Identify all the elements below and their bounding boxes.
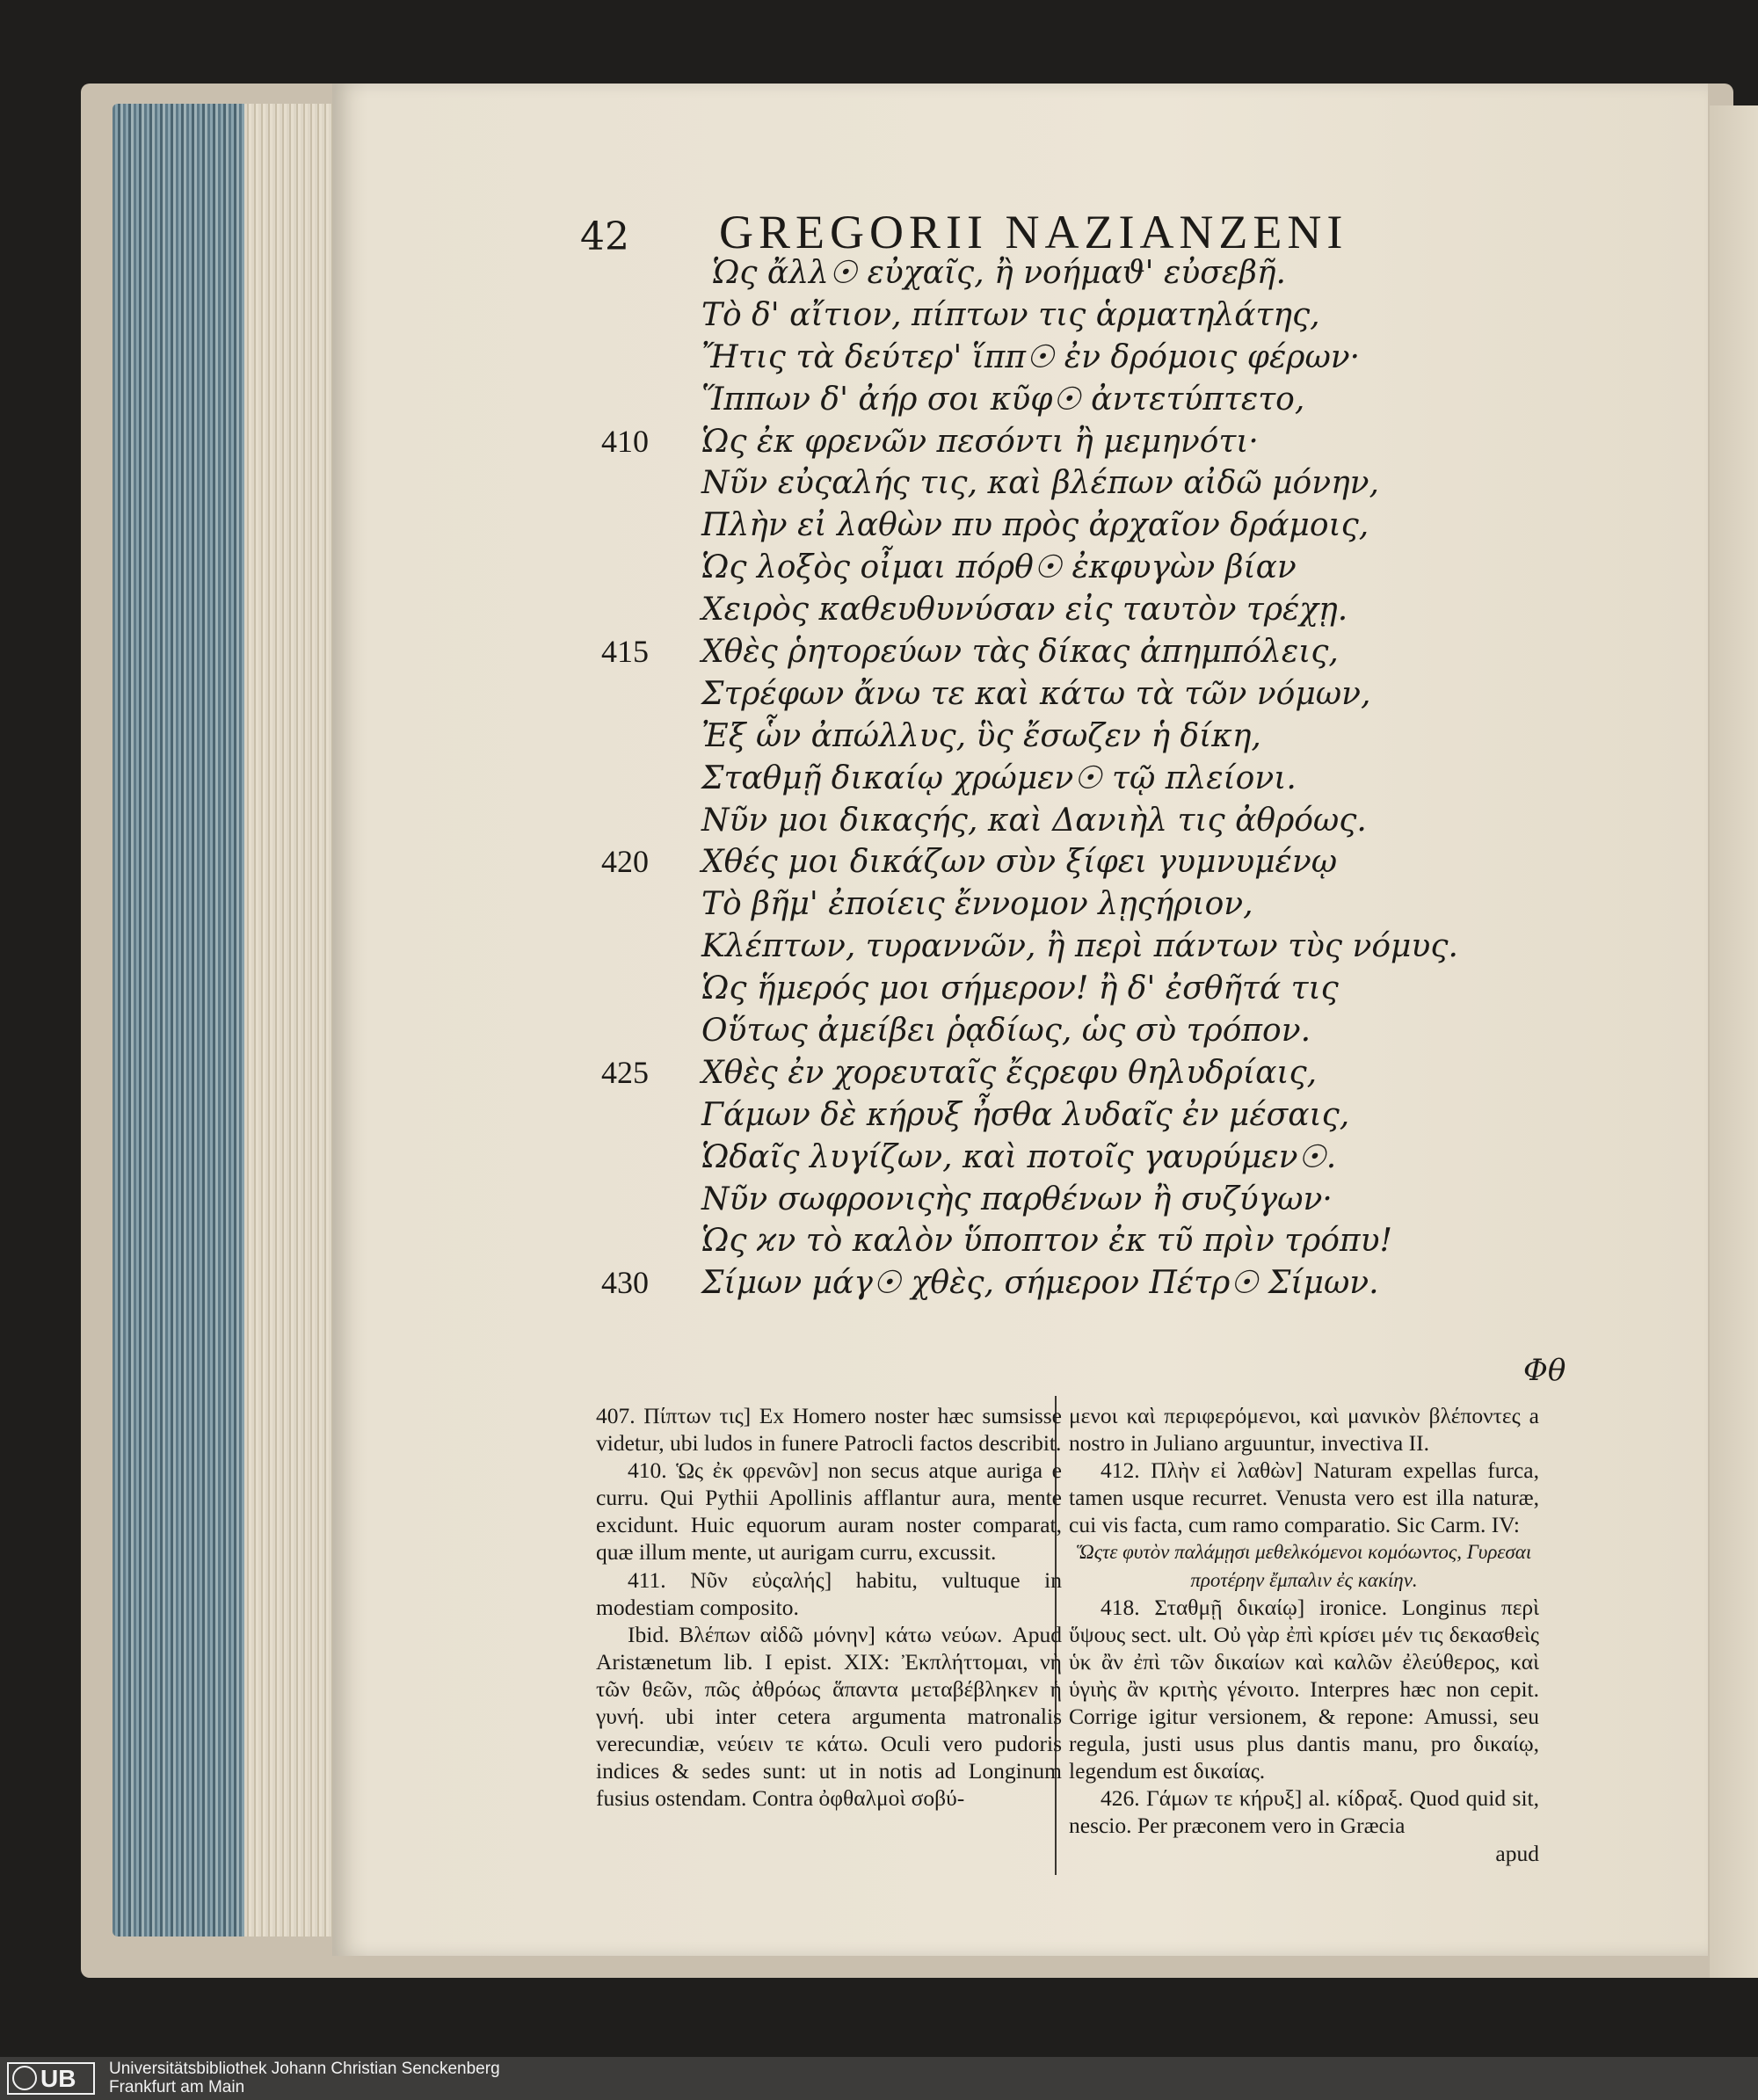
verse-block <box>332 252 1708 1304</box>
note-paragraph: 411. Νῦν εὐςαλής] habitu, vultuque in modestiam composito. <box>596 1566 1062 1620</box>
verse-text: Τὸ δ' αἴτιον, πίπτων τις ἁρματηλάτης, <box>701 296 1320 333</box>
verse-line <box>332 800 1708 842</box>
institution-line-2: Frankfurt am Main <box>109 2078 245 2096</box>
note-paragraph: apud <box>1495 1840 1539 1866</box>
verse-text: Ἐξ ὧν ἀπώλλυς, ὓς ἔσωζεν ἡ δίκη, <box>701 717 1261 754</box>
page-number: 42 <box>580 214 629 259</box>
verse-text: Σταθμῇ δικαίῳ χρώμεν☉ τῷ πλείονι. <box>701 759 1297 796</box>
verse-text: Ἤτις τὰ δεύτερ' ἵππ☉ ἐν δρόμοις φέρων· <box>701 338 1361 375</box>
verse-line <box>332 1094 1708 1137</box>
verse-line <box>332 841 1708 883</box>
verse-line <box>332 758 1708 800</box>
verse-line <box>332 462 1708 505</box>
note-paragraph: 412. Πλὴν εἰ λαθὼν] Naturam expellas furca, tamen usque recurret. Venusta vero est illa naturæ, cui vis facta, cum ramo comparatio. Sic Carm. IV: <box>1069 1457 1539 1538</box>
verse-line <box>332 505 1708 547</box>
notes-left-column <box>596 1402 1062 1812</box>
verse-line <box>332 1179 1708 1221</box>
verse-text: Νῦν μοι δικαςής, καὶ Δανιὴλ τις ἀθρόως. <box>701 802 1367 839</box>
verse-text: Ὡδαῖς λυγίζων, καὶ ποτοῖς γαυρύμεν☉. <box>701 1138 1337 1175</box>
page-edges <box>113 104 332 1937</box>
verse-text: Χειρὸς καθευθυνύσαν εἰς ταυτὸν τρέχῃ. <box>701 592 1348 629</box>
verse-line <box>332 379 1708 421</box>
seal-icon <box>12 2066 37 2090</box>
book-page <box>332 84 1708 1956</box>
verse-line <box>332 589 1708 631</box>
verse-text: Στρέφων ἄνω τε καὶ κάτω τὰ τῶν νόμων, <box>701 675 1371 712</box>
verse-line <box>332 1010 1708 1052</box>
verse-text: Χθές μοι δικάζων σὺν ξίφει γυμνυμένῳ <box>701 844 1338 881</box>
verse-line <box>332 673 1708 716</box>
verse-text: Κλέπτων, τυραννῶν, ἢ περὶ πάντων τὺς νόμυς. <box>701 928 1458 965</box>
note-paragraph: 418. Σταθμῇ δικαίῳ] ironice. Longinus περὶ ὕψους sect. ult. Οὐ γὰρ ἐπὶ κρίσει μέν τις δεκασθεὶς ὑκ ἂν ἐπὶ τῶν δικαίων καὶ καλῶν ἐλεύθερος, καὶ ὑγιὴς ἂν κριτὴς γένοιτο. Interpres hæc non cepit. Corrige igitur versionem, & repone: Amussi, seu regula, justi usus plus dantis manu, pro δικαίῳ, legendum est δικαίας. <box>1069 1594 1539 1784</box>
verse-text: Σίμων μάγ☉ χθὲς, σήμερον Πέτρ☉ Σίμων. <box>701 1265 1379 1302</box>
verse-text: Ὡς λοξὸς οἶμαι πόρθ☉ ἐκφυγὼν βίαν <box>701 549 1297 586</box>
verse-line <box>332 968 1708 1010</box>
verse-text: Ὡς ϰν τὸ καλὸν ὕποπτον ἐκ τῦ πρὶν τρόπυ! <box>701 1223 1392 1260</box>
verse-text: Ὡς ἄλλ☉ εὐχαῖς, ἢ νοήμαϑ' εὐσεβῆ. <box>712 255 1286 291</box>
verse-text: Ὡς ἐκ φρενῶν πεσόντι ἢ μεμηνότι· <box>701 423 1259 460</box>
verse-line <box>332 252 1708 294</box>
verse-number: 430 <box>601 1265 649 1301</box>
verse-line <box>332 1220 1708 1262</box>
verse-line <box>332 1052 1708 1094</box>
institution-line-1: Universitätsbibliothek Johann Christian Senckenberg <box>109 2060 500 2078</box>
verse-text: Πλὴν εἰ λαθὼν πυ πρὸς ἀρχαῖον δράμοις, <box>701 507 1369 544</box>
institution-name <box>109 2060 500 2096</box>
verse-text: Χθὲς ἐν χορευταῖς ἔςρεφυ θηλυδρίαις, <box>701 1054 1318 1091</box>
verse-number: 420 <box>601 844 649 880</box>
verse-line <box>332 1137 1708 1179</box>
verse-text: Οὕτως ἀμείβει ῥᾳδίως, ὡς σὺ τρόπον. <box>701 1013 1311 1050</box>
note-paragraph: 407. Πίπτων τις] Ex Homero noster hæc sumsisse videtur, ubi ludos in funere Patrocli factos describit. <box>596 1403 1062 1457</box>
verse-text: Γάμων δὲ κήρυξ ἦσθα λυδαῖς ἐν μέσαις, <box>701 1096 1350 1133</box>
verse-text: Ὡς ἥμερός μοι σήμερον! ἢ δ' ἐσθῆτά τις <box>701 970 1339 1007</box>
note-paragraph: μενοι καὶ περιφερόμενοι, καὶ μανικὸν βλέποντες a nostro in Juliano arguuntur, invectiva II. <box>1069 1403 1539 1457</box>
note-paragraph: 410. Ὡς ἐκ φρενῶν] non secus atque auriga e curru. Qui Pythii Apollinis afflantur aura, mente excidunt. Huic equorum auram noster comparat, quæ illum mente, ut aurigam curru, excussit. <box>596 1457 1062 1566</box>
verse-text: Νῦν εὐςαλής τις, καὶ βλέπων αἰδῶ μόνην, <box>701 465 1379 502</box>
verse-text: Νῦν σωφρονιςὴς παρθένων ἢ συζύγων· <box>701 1181 1333 1217</box>
verse-line <box>332 926 1708 968</box>
library-logo: UB <box>7 2062 95 2095</box>
facing-page-edge <box>1710 105 1758 1978</box>
verse-number: 415 <box>601 634 649 670</box>
verse-line <box>332 716 1708 758</box>
verse-number: 410 <box>601 423 649 459</box>
note-paragraph: 426. Γάμων τε κήρυξ] al. κίδραξ. Quod quid sit, nescio. Per præconem vero in Græcia <box>1069 1785 1539 1839</box>
verse-text: Ἵππων δ' ἀήρ σοι κῦφ☉ ἀντετύπτετο, <box>701 381 1305 418</box>
verse-line <box>332 337 1708 379</box>
verse-line <box>332 547 1708 589</box>
verse-number: 425 <box>601 1054 649 1090</box>
running-title: GREGORII NAZIANZENI <box>719 206 1348 258</box>
verse-line <box>332 421 1708 463</box>
verse-line <box>332 883 1708 926</box>
catchword: Φθ <box>1523 1353 1566 1388</box>
verse-line <box>332 294 1708 337</box>
verse-text: Τὸ βῆμ' ἐποίεις ἔννομον λῃςήριον, <box>701 886 1253 923</box>
verse-line <box>332 1262 1708 1304</box>
notes-right-column <box>1069 1402 1539 1867</box>
verse-text: Χθὲς ῥητορεύων τὰς δίκας ἀπημπόλεις, <box>701 634 1339 671</box>
note-paragraph: Ὥςτε φυτὸν παλάμῃσι μεθελκόμενοι κομόωντος, Γυρεσαι προτέρην ἔμπαλιν ἐς κακίην. <box>1076 1541 1532 1591</box>
verse-line <box>332 631 1708 673</box>
library-footer <box>0 2057 1758 2100</box>
note-paragraph: Ibid. Βλέπων αἰδῶ μόνην] κάτω νεύων. Apud Aristænetum lib. I epist. XIX: Ἐκπλήττομαι, νὴ τῶν θεῶν, πῶς ἀθρόως ἅπαντα μεταβέβληκεν ἡ γυνή. ubi inter cetera argumenta matronalis verecundiæ, νεύειν τε κάτω. Oculi vero pudoris indices & sedes sunt: ut in notis ad Longinum fusius ostendam. Contra ὀφθαλμοὶ σοβύ- <box>596 1621 1062 1812</box>
